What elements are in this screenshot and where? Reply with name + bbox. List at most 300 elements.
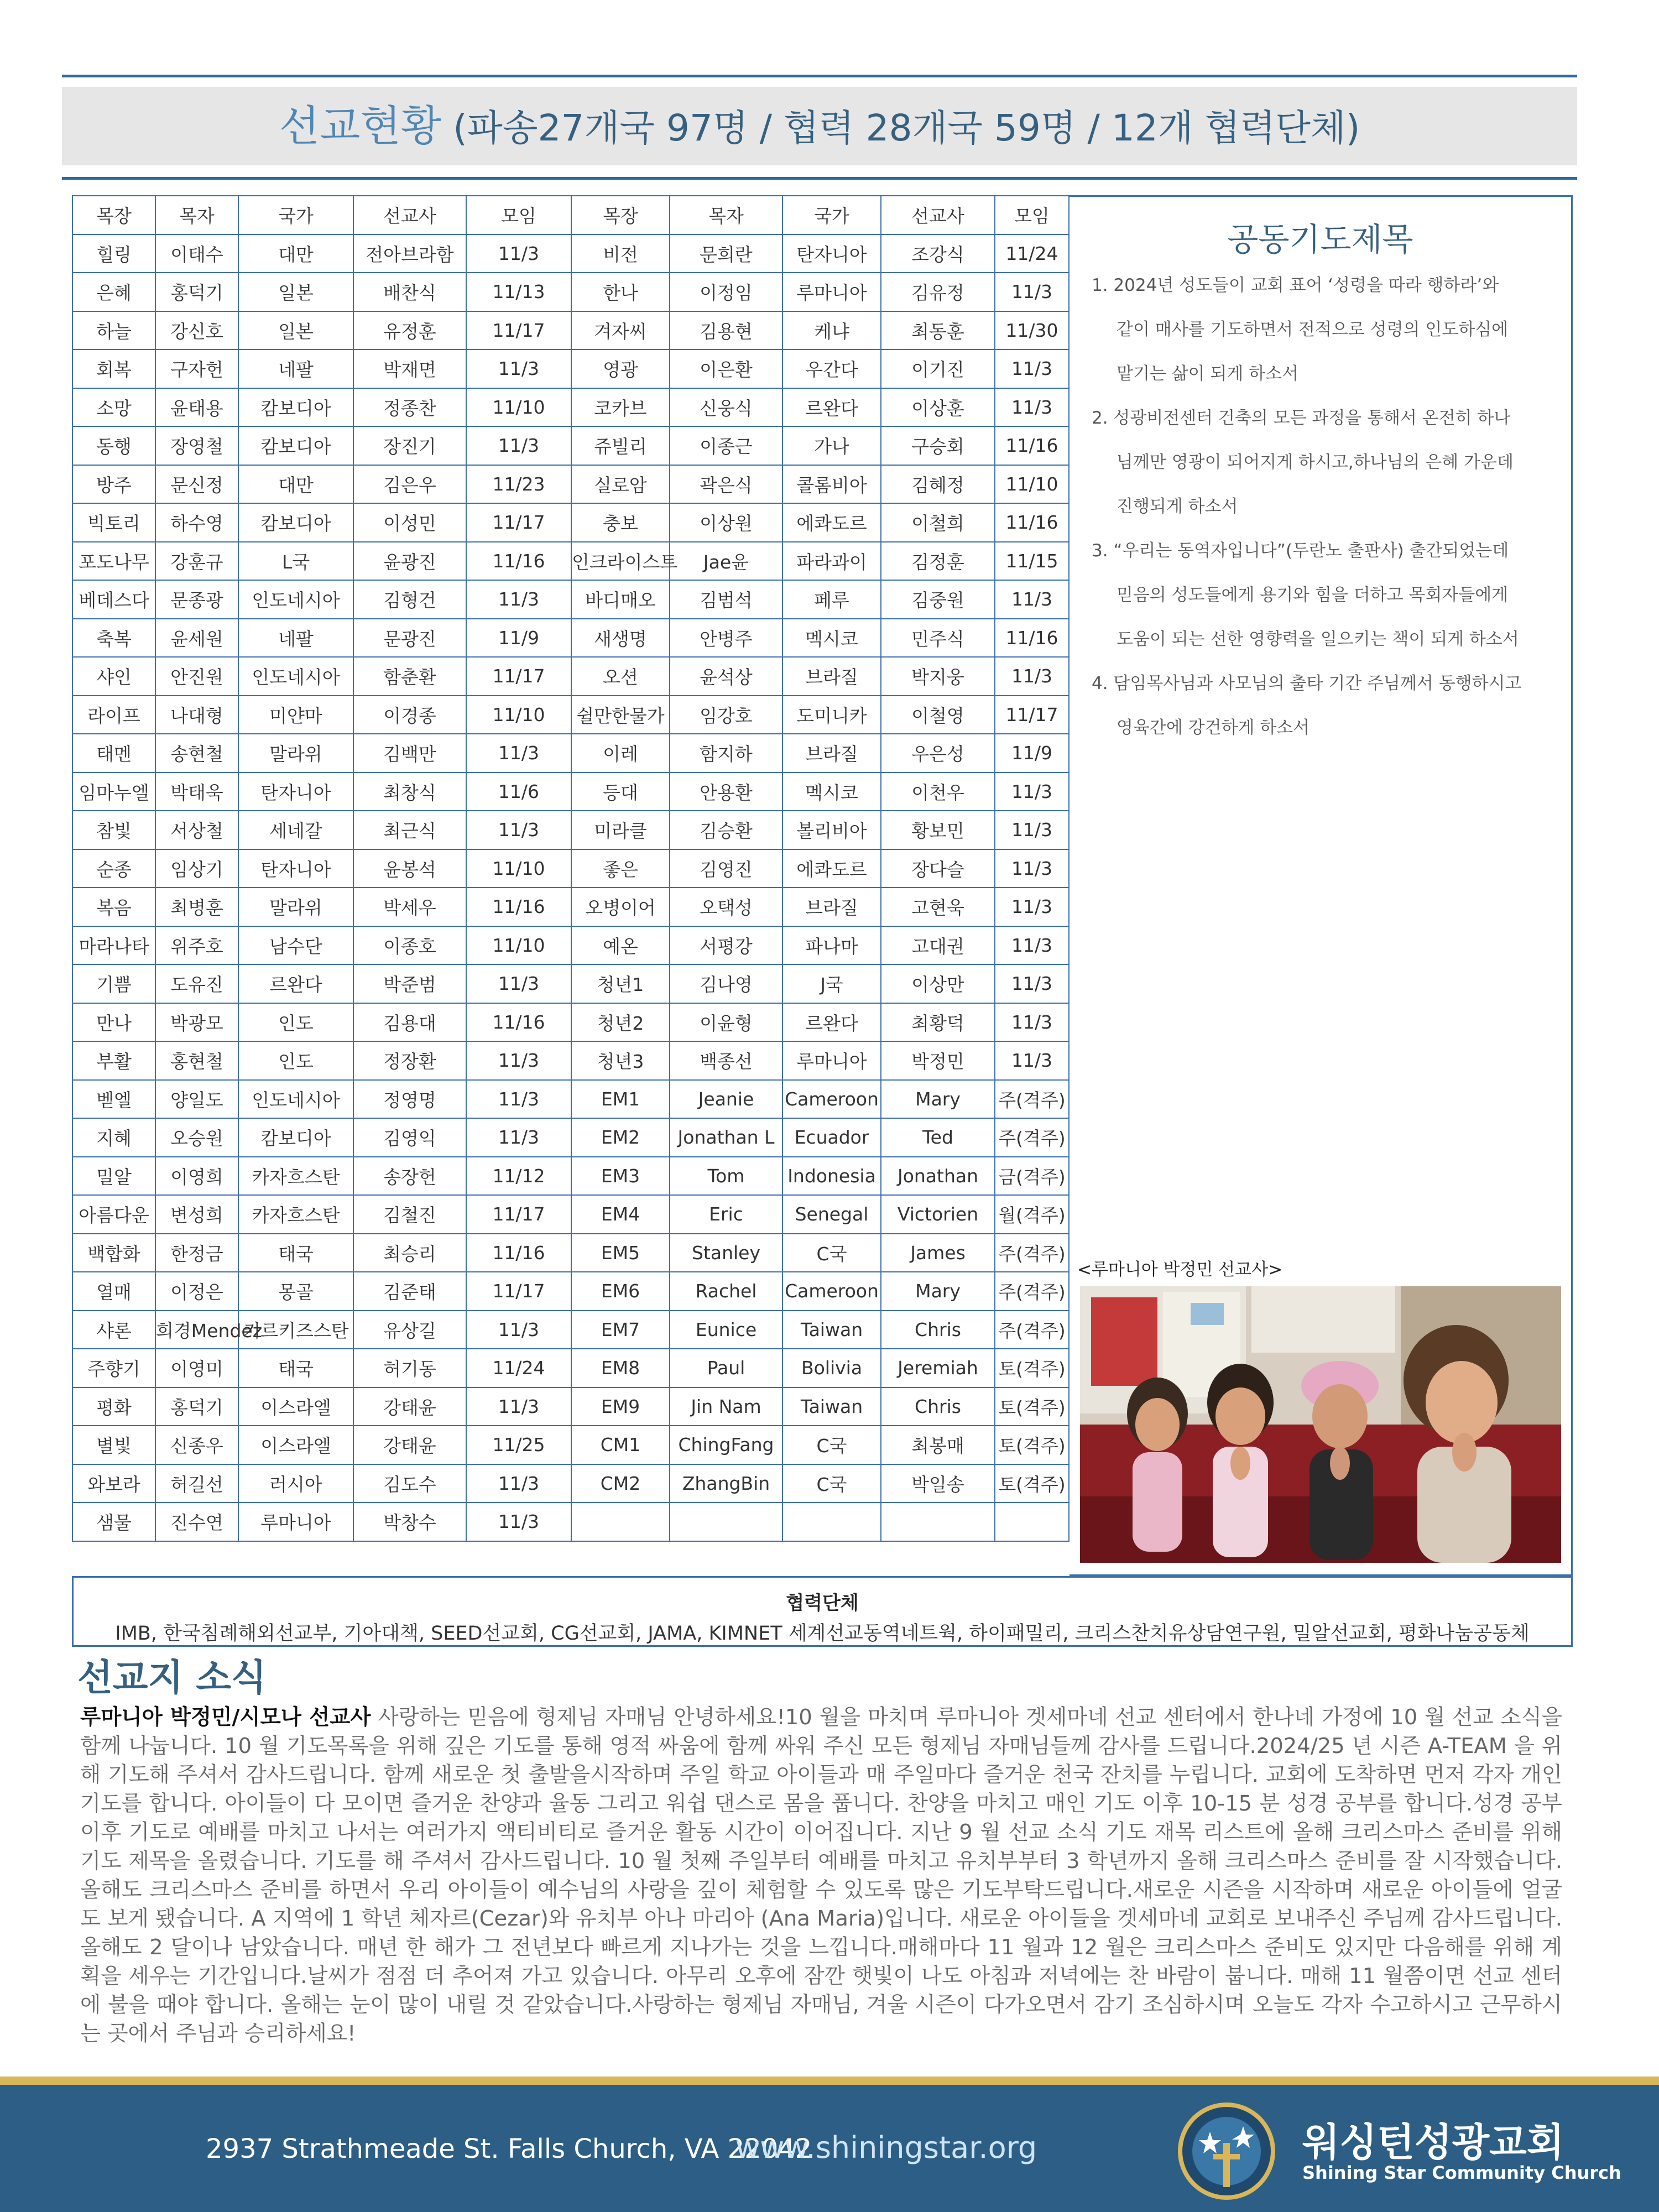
table-cell: 11/3 (466, 1080, 571, 1119)
table-cell: 정영명 (353, 1080, 466, 1119)
table-cell: 은혜 (72, 273, 155, 311)
table-cell: Eric (670, 1195, 782, 1234)
table-cell: 양일도 (155, 1080, 238, 1119)
table-cell: 임강호 (670, 696, 782, 734)
table-cell: 인도네시아 (238, 580, 353, 619)
prayer-line: 영육간에 강건하게 하소서 (1117, 718, 1310, 738)
table-cell: 실로암 (571, 465, 670, 504)
footer-address: 2937 Strathmeade St. Falls Church, VA 22042 (206, 2133, 812, 2164)
column-header: 모임 (466, 196, 571, 234)
table-cell: 일본 (238, 273, 353, 311)
table-cell: Stanley (670, 1234, 782, 1272)
table-cell: Chris (881, 1311, 995, 1349)
table-cell: James (881, 1234, 995, 1272)
table-cell: 탄자니아 (782, 234, 881, 273)
missions-table-left (72, 195, 572, 1542)
table-cell: 김도수 (353, 1464, 466, 1503)
table-cell: 조강식 (881, 234, 995, 273)
table-cell: 11/3 (466, 1041, 571, 1080)
table-cell: 11/3 (995, 388, 1069, 427)
table-cell: 이천우 (881, 773, 995, 811)
table-cell: 하늘 (72, 311, 155, 350)
table-cell: 진수연 (155, 1503, 238, 1541)
prayer-line: 맡기는 삶이 되게 하소서 (1117, 364, 1299, 384)
table-cell: 겨자씨 (571, 311, 670, 350)
table-cell: 지혜 (72, 1118, 155, 1157)
table-row (571, 1426, 1069, 1464)
table-cell: 말라위 (238, 734, 353, 773)
table-cell (782, 1503, 881, 1541)
table-cell: 밀알 (72, 1157, 155, 1196)
table-cell: 김혜정 (881, 465, 995, 504)
table-cell: 11/3 (466, 811, 571, 849)
table-cell: 김유정 (881, 273, 995, 311)
table-row (72, 349, 571, 388)
table-cell: L국 (238, 542, 353, 581)
table-cell: 11/3 (995, 657, 1069, 696)
table-cell: 유정훈 (353, 311, 466, 350)
table-cell: 벧엘 (72, 1080, 155, 1119)
table-cell: 이태수 (155, 234, 238, 273)
table-row (72, 1041, 571, 1080)
table-cell: C국 (782, 1234, 881, 1272)
column-header: 국가 (782, 196, 881, 234)
table-cell: EM2 (571, 1118, 670, 1157)
table-row (72, 1387, 571, 1426)
table-cell: 11/3 (466, 426, 571, 465)
table-cell: 안용환 (670, 773, 782, 811)
table-row (571, 234, 1069, 273)
table-cell: C국 (782, 1464, 881, 1503)
table-cell: 11/17 (995, 696, 1069, 734)
table-cell: 11/16 (466, 1234, 571, 1272)
table-cell: 힐링 (72, 234, 155, 273)
table-cell: 11/17 (466, 1272, 571, 1311)
table-cell: 코카브 (571, 388, 670, 427)
table-cell: 한나 (571, 273, 670, 311)
table-cell: 부활 (72, 1041, 155, 1080)
table-cell: 이레 (571, 734, 670, 773)
table-cell: 윤광진 (353, 542, 466, 581)
table-cell: 박세우 (353, 888, 466, 926)
table-cell: 몽골 (238, 1272, 353, 1311)
table-row (72, 503, 571, 542)
table-row (571, 542, 1069, 581)
table-row (571, 426, 1069, 465)
table-cell: 11/16 (466, 1003, 571, 1042)
prayer-item (1092, 396, 1567, 529)
table-cell: 브라질 (782, 734, 881, 773)
table-cell: 임상기 (155, 849, 238, 888)
table-cell: 구자헌 (155, 349, 238, 388)
table-cell: 윤봉석 (353, 849, 466, 888)
table-row (571, 465, 1069, 504)
table-cell: CM1 (571, 1426, 670, 1464)
table-cell: 11/16 (466, 888, 571, 926)
table-row (571, 696, 1069, 734)
table-cell: 비전 (571, 234, 670, 273)
table-cell: 서평강 (670, 926, 782, 965)
table-cell: Chris (881, 1387, 995, 1426)
table-row (72, 1080, 571, 1119)
table-cell: 최창식 (353, 773, 466, 811)
news-body (80, 1703, 1562, 2048)
table-cell: 이상훈 (881, 388, 995, 427)
table-cell: 송현철 (155, 734, 238, 773)
table-cell: 11/16 (995, 426, 1069, 465)
table-cell: 금(격주) (995, 1157, 1069, 1196)
table-cell: 11/3 (995, 349, 1069, 388)
table-cell: 이종근 (670, 426, 782, 465)
table-cell (881, 1503, 995, 1541)
table-cell: 윤세원 (155, 619, 238, 658)
table-row (72, 734, 571, 773)
table-cell: Mary (881, 1272, 995, 1311)
table-cell: 11/23 (466, 465, 571, 504)
table-cell: 강태윤 (353, 1426, 466, 1464)
table-cell: Rachel (670, 1272, 782, 1311)
table-cell: 브라질 (782, 888, 881, 926)
table-cell: 멕시코 (782, 773, 881, 811)
table-cell: 박재면 (353, 349, 466, 388)
table-cell: 러시아 (238, 1464, 353, 1503)
prayer-title: 공동기도제목 (1227, 221, 1413, 258)
table-row (571, 734, 1069, 773)
table-cell: 평화 (72, 1387, 155, 1426)
table-cell: 오션 (571, 657, 670, 696)
table-cell: 강신호 (155, 311, 238, 350)
table-cell: 이정임 (670, 273, 782, 311)
table-row (571, 1118, 1069, 1157)
table-cell: 11/3 (466, 964, 571, 1003)
table-cell: 문종광 (155, 580, 238, 619)
table-cell: 11/3 (466, 580, 571, 619)
table-cell: EM9 (571, 1387, 670, 1426)
table-row (571, 1080, 1069, 1119)
table-cell: 구승회 (881, 426, 995, 465)
table-row (72, 1234, 571, 1272)
church-logo-icon (1177, 2101, 1276, 2201)
table-cell: 인크라이스트 (571, 542, 670, 581)
table-cell: 토(격주) (995, 1387, 1069, 1426)
table-cell: 박지웅 (881, 657, 995, 696)
table-cell: 김은우 (353, 465, 466, 504)
table-cell: 빅토리 (72, 503, 155, 542)
table-cell: 박정민 (881, 1041, 995, 1080)
table-cell: 토(격주) (995, 1426, 1069, 1464)
table-cell: 루마니아 (782, 273, 881, 311)
table-cell: 위주호 (155, 926, 238, 965)
partner-organizations (72, 1576, 1573, 1647)
table-row (571, 773, 1069, 811)
table-cell: 함춘환 (353, 657, 466, 696)
table-cell: ChingFang (670, 1426, 782, 1464)
table-cell: 우은성 (881, 734, 995, 773)
table-cell: 고현욱 (881, 888, 995, 926)
table-cell: 최봉매 (881, 1426, 995, 1464)
column-header: 선교사 (353, 196, 466, 234)
table-row (571, 1272, 1069, 1311)
table-cell: CM2 (571, 1464, 670, 1503)
table-cell: Cameroon (782, 1272, 881, 1311)
table-cell: 11/3 (466, 234, 571, 273)
table-cell (571, 1503, 670, 1541)
page-title (62, 87, 1577, 165)
table-cell: 주(격주) (995, 1080, 1069, 1119)
table-cell: 바디매오 (571, 580, 670, 619)
missions-table-right (571, 195, 1070, 1542)
prayer-line: 믿음의 성도들에게 용기와 힘을 더하고 목회자들에게 (1117, 585, 1509, 605)
table-cell: 김용대 (353, 1003, 466, 1042)
table-row (72, 580, 571, 619)
table-cell: 이철영 (881, 696, 995, 734)
table-cell (670, 1503, 782, 1541)
table-cell: 열매 (72, 1272, 155, 1311)
table-cell: 기쁨 (72, 964, 155, 1003)
table-cell: 동행 (72, 426, 155, 465)
table-cell: 11/3 (995, 773, 1069, 811)
table-cell: 11/25 (466, 1426, 571, 1464)
table-cell: 11/3 (466, 1118, 571, 1157)
table-cell: 월(격주) (995, 1195, 1069, 1234)
table-header-row (72, 196, 571, 234)
table-cell: 홍덕기 (155, 273, 238, 311)
table-row (571, 1349, 1069, 1387)
table-cell: 멕시코 (782, 619, 881, 658)
table-cell: 11/6 (466, 773, 571, 811)
table-cell: 11/24 (995, 234, 1069, 273)
children-praying-photo (1080, 1286, 1561, 1563)
table-row (571, 1234, 1069, 1272)
table-cell: 11/3 (995, 926, 1069, 965)
table-cell: 주(격주) (995, 1311, 1069, 1349)
table-cell: 샤인 (72, 657, 155, 696)
table-cell: 이상만 (881, 964, 995, 1003)
column-header: 목장 (72, 196, 155, 234)
table-cell: 김용현 (670, 311, 782, 350)
table-row (72, 1464, 571, 1503)
table-cell: 11/3 (466, 734, 571, 773)
prayer-line: 진행되게 하소서 (1117, 497, 1238, 517)
table-cell: 11/9 (466, 619, 571, 658)
table-cell (995, 1503, 1069, 1541)
table-row (571, 888, 1069, 926)
table-cell: 강태윤 (353, 1387, 466, 1426)
top-rule (62, 75, 1577, 77)
table-cell: 11/17 (466, 657, 571, 696)
table-cell: J국 (782, 964, 881, 1003)
table-cell: 볼리비아 (782, 811, 881, 849)
table-cell: 인도 (238, 1003, 353, 1042)
table-row (72, 426, 571, 465)
table-cell: 인도네시아 (238, 657, 353, 696)
table-cell: 캄보디아 (238, 503, 353, 542)
table-row (72, 1503, 571, 1541)
table-cell: 이윤형 (670, 1003, 782, 1042)
table-cell: 전아브라함 (353, 234, 466, 273)
table-cell: 인도네시아 (238, 1080, 353, 1119)
table-cell: 이종호 (353, 926, 466, 965)
table-cell: 11/3 (995, 811, 1069, 849)
table-cell: 캄보디아 (238, 426, 353, 465)
table-cell: 복음 (72, 888, 155, 926)
table-cell: 박태욱 (155, 773, 238, 811)
table-cell: 강훈규 (155, 542, 238, 581)
table-cell: 김준태 (353, 1272, 466, 1311)
partner-list: IMB, 한국침례해외선교부, 기아대책, SEED선교회, CG선교회, JAMA, KIMNET 세계선교동역네트웍, 하이패밀리, 크리스찬치유상담연구원, 밀알선교회, 평화나눔공동체 (115, 1623, 1530, 1645)
table-cell: 참빛 (72, 811, 155, 849)
table-row (571, 580, 1069, 619)
table-cell: 정종찬 (353, 388, 466, 427)
table-row (571, 1003, 1069, 1042)
table-cell: 11/3 (466, 1503, 571, 1541)
table-cell: 11/16 (466, 542, 571, 581)
table-cell: Jeremiah (881, 1349, 995, 1387)
table-cell: 라이프 (72, 696, 155, 734)
table-row (571, 964, 1069, 1003)
table-cell: EM8 (571, 1349, 670, 1387)
table-row (72, 234, 571, 273)
table-cell: 김형건 (353, 580, 466, 619)
table-cell: 백합화 (72, 1234, 155, 1272)
table-cell: 홍덕기 (155, 1387, 238, 1426)
table-cell: 루마니아 (238, 1503, 353, 1541)
table-row (571, 1195, 1069, 1234)
table-row (72, 1272, 571, 1311)
table-cell: Ecuador (782, 1118, 881, 1157)
table-cell: 윤태용 (155, 388, 238, 427)
column-header: 목장 (571, 196, 670, 234)
table-row (72, 888, 571, 926)
table-cell: 11/16 (995, 503, 1069, 542)
table-row (72, 273, 571, 311)
table-cell: 마라나타 (72, 926, 155, 965)
table-row (571, 1464, 1069, 1503)
table-row (72, 773, 571, 811)
table-cell: 샤론 (72, 1311, 155, 1349)
table-row (72, 465, 571, 504)
table-cell: 베데스다 (72, 580, 155, 619)
table-cell: 백종선 (670, 1041, 782, 1080)
table-cell: 희경Mendez (155, 1311, 238, 1349)
table-cell: 11/10 (466, 849, 571, 888)
table-cell: EM1 (571, 1080, 670, 1119)
table-row (72, 1157, 571, 1196)
table-row (72, 542, 571, 581)
table-cell: 11/10 (466, 926, 571, 965)
table-cell: 이상원 (670, 503, 782, 542)
table-cell: 미얀마 (238, 696, 353, 734)
table-cell: 정장환 (353, 1041, 466, 1080)
table-cell: 서상철 (155, 811, 238, 849)
footer-url[interactable]: www.shiningstar.org (735, 2130, 1037, 2165)
table-cell: 에콰도르 (782, 503, 881, 542)
news-heading: 선교지 소식 (77, 1656, 267, 1699)
table-cell: 11/15 (995, 542, 1069, 581)
table-cell: 장다슬 (881, 849, 995, 888)
table-cell: 주(격주) (995, 1272, 1069, 1311)
table-cell: 김영진 (670, 849, 782, 888)
table-cell: 임마누엘 (72, 773, 155, 811)
table-row (72, 311, 571, 350)
prayer-line: 님께만 영광이 되어지게 하시고,하나님의 은혜 가운데 (1117, 452, 1514, 472)
table-cell: 이스라엘 (238, 1426, 353, 1464)
table-cell: 쥬빌리 (571, 426, 670, 465)
table-cell: 송장헌 (353, 1157, 466, 1196)
table-cell: 주향기 (72, 1349, 155, 1387)
title-rule (62, 177, 1577, 180)
table-row (571, 1157, 1069, 1196)
table-cell: 새생명 (571, 619, 670, 658)
table-cell: 11/3 (995, 1003, 1069, 1042)
table-cell: 태국 (238, 1349, 353, 1387)
table-cell: 아름다운 (72, 1195, 155, 1234)
table-cell: 장진기 (353, 426, 466, 465)
table-cell: Ted (881, 1118, 995, 1157)
table-cell: 캄보디아 (238, 1118, 353, 1157)
table-cell: Tom (670, 1157, 782, 1196)
table-row (571, 349, 1069, 388)
table-cell: 이은환 (670, 349, 782, 388)
photo-caption: <루마니아 박정민 선교사> (1077, 1260, 1283, 1280)
footer-gold-band (0, 2077, 1659, 2085)
table-row (571, 273, 1069, 311)
table-cell: 회복 (72, 349, 155, 388)
table-cell: EM3 (571, 1157, 670, 1196)
table-cell: 민주식 (881, 619, 995, 658)
table-row (72, 1195, 571, 1234)
table-row (72, 849, 571, 888)
table-cell: 태국 (238, 1234, 353, 1272)
table-cell: 김나영 (670, 964, 782, 1003)
column-header: 목자 (670, 196, 782, 234)
table-cell: 허길선 (155, 1464, 238, 1503)
table-cell: 탄자니아 (238, 773, 353, 811)
table-cell: 말라위 (238, 888, 353, 926)
table-cell: 일본 (238, 311, 353, 350)
table-cell: 키르키즈스탄 (238, 1311, 353, 1349)
title-main: 선교현황 (279, 101, 442, 150)
prayer-list (1092, 263, 1567, 750)
table-cell: 이경종 (353, 696, 466, 734)
table-cell: Taiwan (782, 1311, 881, 1349)
table-row (72, 1311, 571, 1349)
table-row (571, 1311, 1069, 1349)
table-cell: 오택성 (670, 888, 782, 926)
table-cell: Victorien (881, 1195, 995, 1234)
table-cell: 이영미 (155, 1349, 238, 1387)
table-row (571, 1387, 1069, 1426)
table-cell: 황보민 (881, 811, 995, 849)
table-cell: 별빛 (72, 1426, 155, 1464)
table-cell: Eunice (670, 1311, 782, 1349)
table-row (571, 1041, 1069, 1080)
prayer-line: 도움이 되는 선한 영향력을 일으키는 책이 되게 하소서 (1117, 629, 1519, 649)
table-cell: EM4 (571, 1195, 670, 1234)
table-row (72, 1003, 571, 1042)
table-cell: 11/12 (466, 1157, 571, 1196)
table-cell: 이정은 (155, 1272, 238, 1311)
table-cell: 함지하 (670, 734, 782, 773)
table-cell: 11/30 (995, 311, 1069, 350)
table-cell: 11/10 (995, 465, 1069, 504)
table-cell: 이성민 (353, 503, 466, 542)
table-cell: 11/3 (995, 964, 1069, 1003)
table-cell: 미라클 (571, 811, 670, 849)
table-cell: 신종우 (155, 1426, 238, 1464)
table-cell: ZhangBin (670, 1464, 782, 1503)
prayer-line: 같이 매사를 기도하면서 전적으로 성령의 인도하심에 (1117, 320, 1509, 340)
